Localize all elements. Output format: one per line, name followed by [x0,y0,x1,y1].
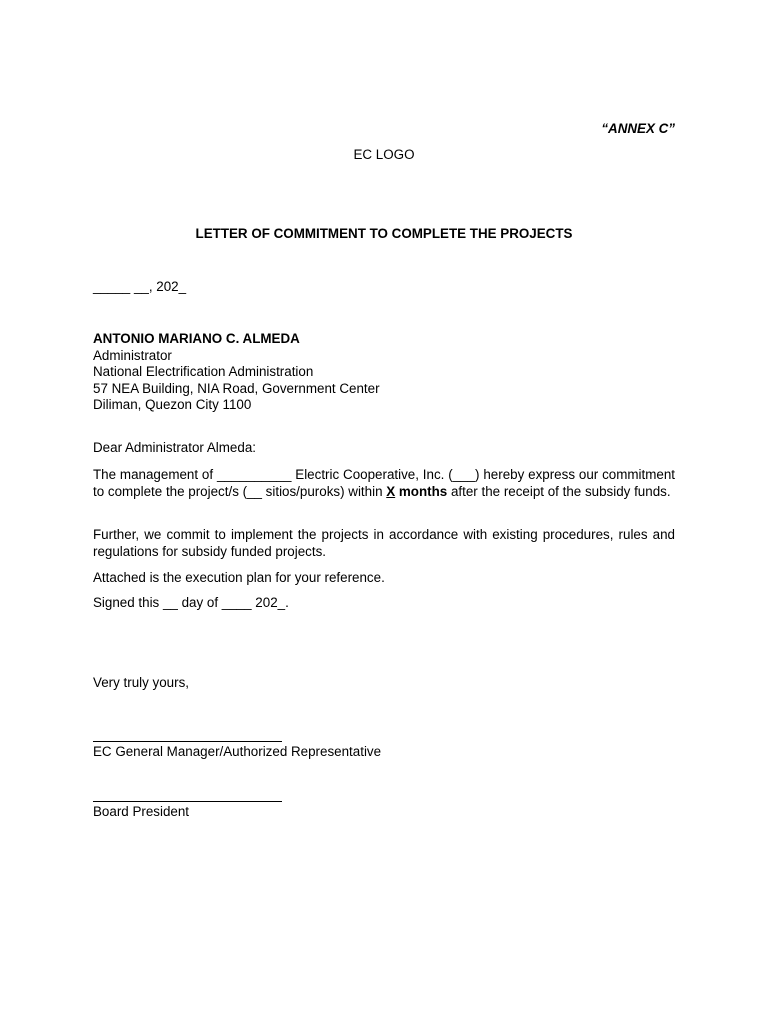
commitment-paragraph [93,467,675,500]
months-placeholder: X [386,483,396,499]
signatory-general-manager: EC General Manager/Authorized Representative [93,744,382,759]
signature-line-general-manager [93,741,282,742]
annex-label: “ANNEX C” [601,121,675,136]
logo-placeholder: EC LOGO [353,147,415,162]
recipient-agency: National Electrification Administration [93,364,314,380]
recipient-address [93,331,380,414]
salutation: Dear Administrator Almeda: [93,440,256,455]
signed-date-paragraph: Signed this __ day of ____ 202_. [93,595,289,610]
commitment-text-part2: after the receipt of the subsidy funds. [447,483,671,499]
recipient-position: Administrator [93,347,172,363]
closing: Very truly yours, [93,675,189,690]
letter-page [93,0,675,1024]
recipient-address-line2: Diliman, Quezon City 1100 [93,397,252,413]
recipient-address-line1: 57 NEA Building, NIA Road, Government Center [93,380,380,396]
signatory-board-president: Board President [93,804,190,819]
attachment-paragraph: Attached is the execution plan for your reference. [93,570,385,585]
commitment-text-part1: The management of __________ Electric Cooperative, Inc. (___) hereby express our commitment to complete the project/s (__ sitios/puroks) within [93,467,675,499]
letter-title: LETTER OF COMMITMENT TO COMPLETE THE PROJECTS [195,226,573,241]
implementation-paragraph: Further, we commit to implement the projects in accordance with existing procedures, rules and regulations for subsidy funded projects. [93,527,675,559]
signature-line-board-president [93,801,282,802]
recipient-name: ANTONIO MARIANO C. ALMEDA [93,331,300,346]
date-line: _____ __, 202_ [93,279,187,294]
months-word: months [395,483,448,499]
